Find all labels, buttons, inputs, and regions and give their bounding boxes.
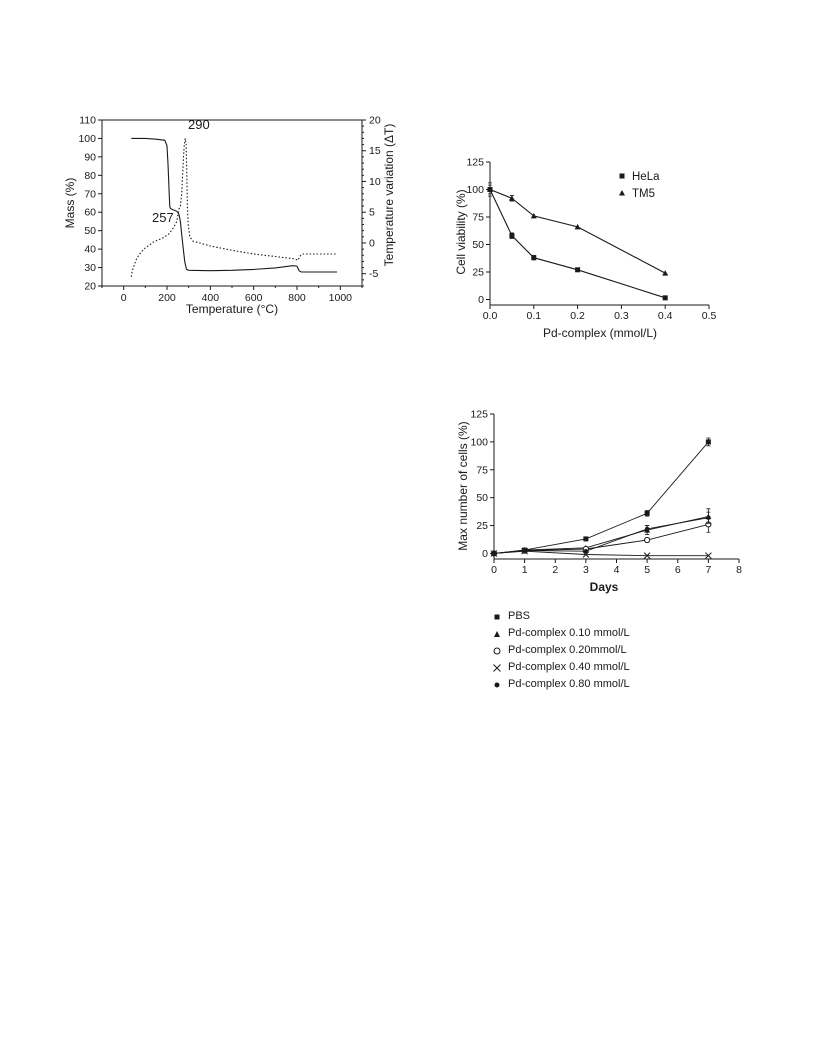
legend-label: Pd-complex 0.40 mmol/L xyxy=(508,661,630,673)
data-point xyxy=(492,551,496,555)
triangle-marker-icon xyxy=(492,629,502,639)
series-line-hela xyxy=(490,190,665,298)
viability-x-axis-label: Pd-complex (mmol/L) xyxy=(542,326,658,340)
dot-marker-icon xyxy=(492,680,502,690)
data-point xyxy=(706,439,711,444)
growth-x-axis-label: Days xyxy=(589,580,619,594)
x-tick-label: 0.5 xyxy=(701,310,717,322)
circle-marker-icon xyxy=(492,646,502,656)
x-tick-label: 200 xyxy=(158,292,176,304)
y-tick-label: 125 xyxy=(470,408,488,421)
data-point xyxy=(522,548,526,552)
legend-square-icon xyxy=(620,174,625,179)
x-tick-label: 1000 xyxy=(328,292,353,304)
y-tick-label: 30 xyxy=(84,262,96,275)
x-tick-label: 0.4 xyxy=(657,310,673,322)
x-tick-label: 3 xyxy=(582,564,589,576)
y-tick-label: 100 xyxy=(78,132,96,145)
x-tick-label: 6 xyxy=(674,564,681,576)
growth-chart xyxy=(450,402,750,602)
legend-label: Pd-complex 0.10 mmol/L xyxy=(508,627,630,639)
square-marker-icon xyxy=(492,612,502,622)
y-tick-label: 25 xyxy=(476,520,488,533)
x-tick-label: 5 xyxy=(644,564,651,576)
y-tick-label: 0 xyxy=(478,294,484,306)
dta-curve xyxy=(131,138,337,276)
x-tick-label: 0 xyxy=(120,292,127,304)
series-line-tm5 xyxy=(490,190,665,274)
x-tick-label: 2 xyxy=(552,564,559,576)
legend-item-pbs xyxy=(492,608,712,625)
y-tick-label: 70 xyxy=(84,188,96,201)
data-point xyxy=(509,233,514,238)
x-tick-label: 0.1 xyxy=(526,310,542,322)
legend-item-pd-080 xyxy=(492,676,712,693)
x-tick-label: 0 xyxy=(491,564,497,576)
legend-label-hela: HeLa xyxy=(632,171,660,183)
legend-triangle-icon xyxy=(619,190,625,196)
y2-tick-label: 20 xyxy=(369,114,381,127)
y2-tick-label: 10 xyxy=(369,175,381,188)
data-point xyxy=(663,295,668,300)
x-tick-label: 800 xyxy=(288,292,306,304)
y-tick-label: 40 xyxy=(84,243,96,256)
x-marker-icon xyxy=(492,663,502,673)
y2-tick-label: 5 xyxy=(369,206,375,219)
y-tick-label: 50 xyxy=(476,492,488,505)
x-tick-label: 8 xyxy=(736,564,742,576)
growth-legend xyxy=(492,608,712,693)
x-tick-label: 4 xyxy=(613,564,620,576)
legend-item-pd-020 xyxy=(492,642,712,659)
data-point xyxy=(531,255,536,260)
y-tick-label: 125 xyxy=(466,156,484,169)
x-tick-label: 0.3 xyxy=(614,310,629,322)
y-tick-label: 20 xyxy=(84,280,96,293)
tga-chart xyxy=(50,100,396,325)
x-tick-label: 400 xyxy=(201,292,220,304)
tga-y2-axis-label: Temperature variation (ΔT) xyxy=(382,123,396,267)
y-tick-label: 50 xyxy=(84,225,96,238)
data-point xyxy=(583,536,588,541)
tga-x-axis-label: Temperature (°C) xyxy=(185,302,279,316)
y-tick-label: 80 xyxy=(84,169,96,182)
viability-chart xyxy=(450,148,740,348)
tga-plot-frame xyxy=(102,120,362,286)
x-tick-label: 7 xyxy=(705,564,712,576)
data-point xyxy=(584,549,588,553)
growth-y-axis-label: Max number of cells (%) xyxy=(456,421,470,551)
y-tick-label: 75 xyxy=(472,211,484,224)
legend-label: Pd-complex 0.80 mmol/L xyxy=(508,678,630,690)
tga-y-axis-label: Mass (%) xyxy=(63,177,77,229)
legend-label: PBS xyxy=(508,610,531,622)
y-tick-label: 90 xyxy=(84,151,96,164)
y2-tick-label: 15 xyxy=(369,145,381,158)
legend-label: Pd-complex 0.20mmol/L xyxy=(508,644,627,656)
y-tick-label: 50 xyxy=(472,239,484,251)
y-tick-label: 60 xyxy=(84,206,96,219)
y-tick-label: 0 xyxy=(482,547,488,560)
x-tick-label: 0.2 xyxy=(570,310,585,322)
x-tick-label: 1 xyxy=(521,564,528,576)
data-point xyxy=(662,270,668,276)
tga-annotation-257: 257 xyxy=(152,210,174,225)
mass-curve xyxy=(131,138,337,272)
y-tick-label: 25 xyxy=(472,266,484,279)
legend-label-tm5: TM5 xyxy=(632,188,655,200)
y2-tick-label: 0 xyxy=(369,237,375,250)
data-point xyxy=(575,267,580,272)
legend-item-pd-040 xyxy=(492,659,712,676)
y-tick-label: 100 xyxy=(470,436,488,449)
x-tick-label: 600 xyxy=(244,292,263,304)
data-point xyxy=(645,511,650,516)
y-tick-label: 75 xyxy=(476,464,488,477)
data-point xyxy=(509,195,515,201)
data-point xyxy=(706,516,710,520)
y-tick-label: 110 xyxy=(79,114,96,127)
data-point xyxy=(645,537,650,542)
tga-annotation-290: 290 xyxy=(188,117,210,132)
series-line-0 xyxy=(494,442,708,554)
legend-item-pd-010 xyxy=(492,625,712,642)
data-point xyxy=(645,527,649,531)
y-tick-label: 100 xyxy=(466,184,484,196)
x-tick-label: 0.0 xyxy=(482,310,498,322)
y2-tick-label: -5 xyxy=(369,268,379,281)
viability-y-axis-label: Cell viability (%) xyxy=(454,189,468,275)
